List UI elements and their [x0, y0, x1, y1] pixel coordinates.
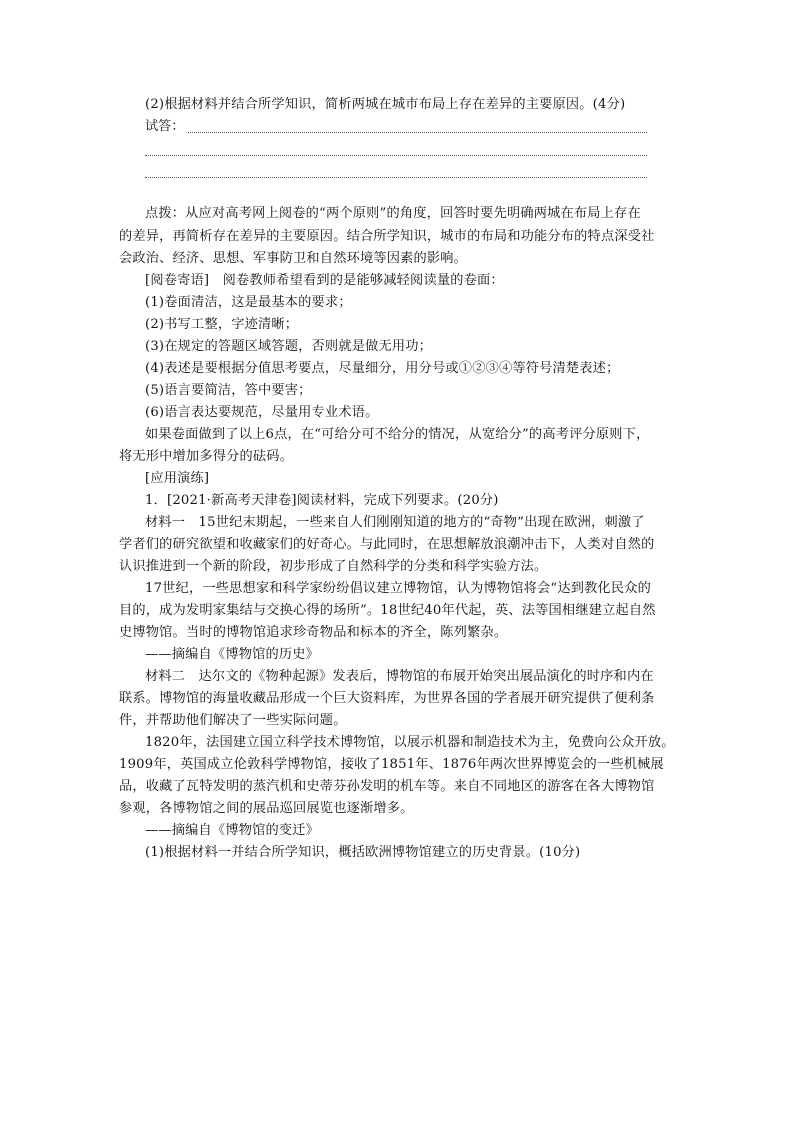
- material-1-line: 学者们的研究欲望和收藏家们的好奇心。与此同时，在思想解放浪潮冲击下，人类对自然的: [119, 537, 655, 552]
- answer-line-1[interactable]: [188, 132, 647, 133]
- material-2-line: 1909年，英国成立伦敦科学博物馆，接收了1851年、1876年两次世界博览会的一些机械展: [119, 757, 664, 772]
- practice-title: [应用演练]: [145, 471, 210, 486]
- question-2-prompt: (2)根据材料并结合所学知识，简析两城在城市布局上存在差异的主要原因。(4分): [145, 97, 626, 112]
- material-2-line: 联系。博物馆的海量收藏品形成一个巨大资料库，为世界各国的学者展开研究提供了便利条: [119, 691, 655, 706]
- answer-line-2[interactable]: [145, 155, 647, 156]
- material-1-line: 目的，成为发明家集结与交换心得的场所”。18世纪40年代起，英、法等国相继建立起自然: [119, 603, 656, 618]
- material-2-line: 材料二 达尔文的《物种起源》发表后，博物馆的布展开始突出展品演化的时序和内在: [145, 669, 654, 684]
- question-1-heading: 1．[2021·新高考天津卷]阅读材料，完成下列要求。(20分): [145, 493, 499, 508]
- review-item: (5)语言要简洁，答中要害；: [145, 383, 312, 398]
- review-item: (1)卷面清洁，这是最基本的要求；: [145, 295, 352, 310]
- hint-line: 点拨：从应对高考网上阅卷的“两个原则”的角度，回答时要先明确两城在布局上存在: [145, 206, 641, 221]
- answer-label: 试答：: [145, 119, 185, 134]
- material-1-source: ——摘编自《博物馆的历史》: [145, 647, 320, 662]
- material-1-line: 材料一 15世纪末期起，一些来自人们刚刚知道的地方的“奇物”出现在欧洲，刺激了: [145, 515, 645, 530]
- review-item: (6)语言表达要规范，尽量用专业术语。: [145, 405, 379, 420]
- summary-line: 如果卷面做到了以上6点，在“可给分可不给分的情况，从宽给分”的高考评分原则下，: [145, 427, 650, 442]
- material-2-line: 1820年，法国建立国立科学技术博物馆，以展示机器和制造技术为主，免费向公众开放。: [145, 735, 675, 750]
- material-2-source: ——摘编自《博物馆的变迁》: [145, 823, 320, 838]
- review-item: (2)书写工整，字迹清晰；: [145, 317, 299, 332]
- review-title: [阅卷寄语] 阅卷教师希望看到的是能够减轻阅读量的卷面：: [145, 273, 504, 288]
- material-1-line: 认识推进到一个新的阶段，初步形成了自然科学的分类和科学实验方法。: [119, 559, 548, 574]
- summary-line: 将无形中增加多得分的砝码。: [119, 449, 294, 464]
- material-2-line: 品，收藏了瓦特发明的蒸汽机和史蒂芬孙发明的机车等。来自不同地区的游客在各大博物馆: [119, 779, 655, 794]
- hint-line: 会政治、经济、思想、军事防卫和自然环境等因素的影响。: [119, 251, 468, 266]
- review-item: (4)表述是要根据分值思考要点，尽量细分，用分号或①②③④等符号清楚表述；: [145, 361, 620, 376]
- question-1-sub-prompt: (1)根据材料一并结合所学知识，概括欧洲博物馆建立的历史背景。(10分): [145, 845, 581, 860]
- material-2-line: 件，并帮助他们解决了一些实际问题。: [119, 713, 347, 728]
- material-1-line: 17世纪，一些思想家和科学家纷纷倡议建立博物馆，认为博物馆将会“达到教化民众的: [145, 581, 652, 596]
- hint-line: 的差异，再简析存在差异的主要原因。结合所学知识，城市的布局和功能分布的特点深受社: [119, 229, 655, 244]
- material-1-line: 史博物馆。当时的博物馆追求珍奇物品和标本的齐全，陈列繁杂。: [119, 625, 508, 640]
- material-2-line: 参观，各博物馆之间的展品巡回展览也逐渐增多。: [119, 801, 414, 816]
- answer-line-3[interactable]: [145, 177, 647, 178]
- review-item: (3)在规定的答题区域答题，否则就是做无用功；: [145, 339, 433, 354]
